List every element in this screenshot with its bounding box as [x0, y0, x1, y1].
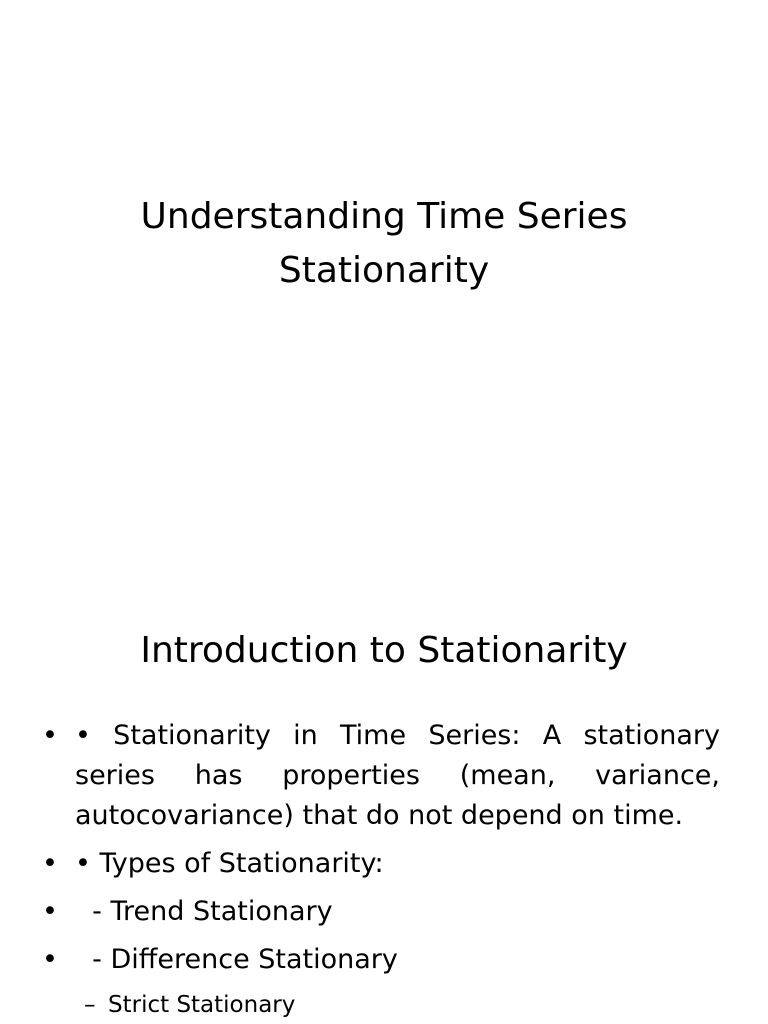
- bullet-list: [40, 716, 720, 1022]
- slide-1-title: [60, 190, 708, 298]
- bullet-marker: •: [42, 944, 58, 975]
- slide-2: [0, 576, 768, 1024]
- bullet-marker: •: [42, 896, 58, 927]
- bullet-marker: •: [42, 720, 58, 751]
- bullet-text: - Trend Stationary: [75, 896, 333, 927]
- slide-1-title-line-2: Stationarity: [278, 250, 490, 291]
- sub-bullet-marker: –: [84, 992, 96, 1018]
- slide-2-title: Introduction to Stationarity: [140, 630, 628, 671]
- bullet-item: [40, 844, 720, 884]
- bullet-text: • Types of Stationarity:: [75, 848, 384, 879]
- bullet-text: - Difference Stationary: [75, 944, 398, 975]
- bullet-text: • Stationarity in Time Series: A stationary series has properties (mean, variance, autocovariance) that do not depend on time.: [75, 720, 720, 831]
- sub-bullet-item: [40, 988, 720, 1022]
- bullet-item: [40, 940, 720, 980]
- bullet-item: [40, 892, 720, 932]
- sub-bullet-text: Strict Stationary: [108, 992, 296, 1018]
- bullet-marker: •: [42, 848, 58, 879]
- bullet-item: [40, 716, 720, 836]
- slide-1-title-line-1: Understanding Time Series: [140, 196, 628, 237]
